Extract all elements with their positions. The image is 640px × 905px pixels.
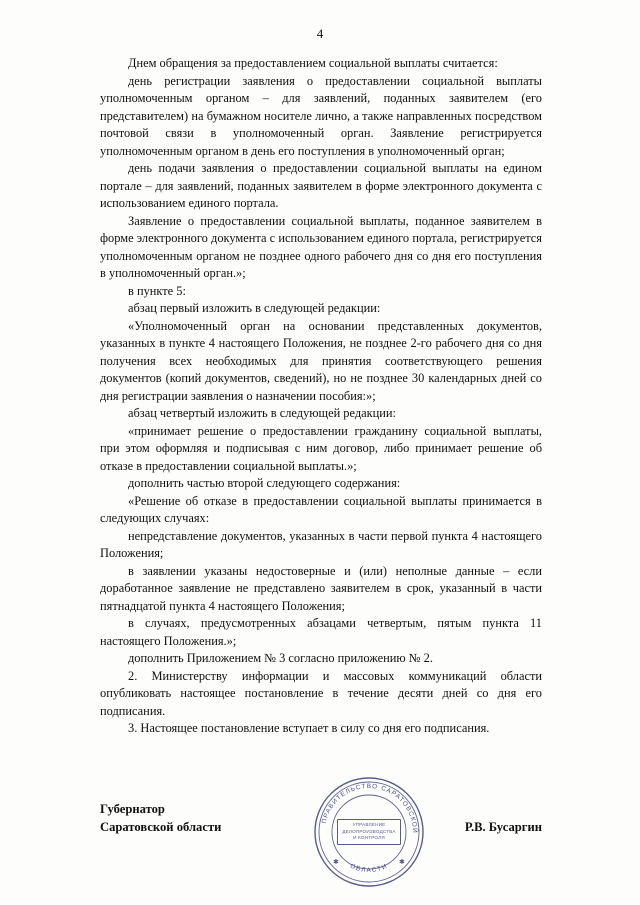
svg-text:✱: ✱: [333, 859, 339, 866]
paragraph: в пункте 5:: [128, 283, 186, 298]
signatory-title: [100, 800, 340, 836]
signatory-name: Р.В. Бусаргин: [464, 820, 542, 834]
paragraph: Заявление о предоставлении социальной выплаты, поданное заявителем в форме электронного документа с использованием единого портала, регистрируется уполномоченным органом не позднее одного рабочего дня со дня его поступления в уполномоченный орган.»;: [100, 213, 542, 280]
paragraph: «принимает решение о предоставлении гражданину социальной выплаты, при этом оформляя и подписывая с ним договор, либо принимает решение об отказе в предоставлении социальной выплаты.»;: [100, 423, 542, 473]
paragraph: в заявлении указаны недостоверные и (или) неполные данные – если доработанное заявление не представлено заявителем в срок, указанный в части пятнадцатой пункта 4 настоящего Положения;: [100, 563, 542, 613]
signatory-title-line2: Саратовской области: [100, 820, 222, 834]
document-body: [100, 55, 542, 738]
paragraph: 2. Министерству информации и массовых коммуникаций области опубликовать настоящее постановление в течение десяти дней со дня его подписания.: [100, 668, 542, 718]
svg-text:ОБЛАСТИ: ОБЛАСТИ: [348, 862, 390, 875]
paragraph: «Уполномоченный орган на основании представленных документов, указанных в пункте 4 настоящего Положения, не позднее 2-го рабочего дня со дня получения всех необходимых для принятия соответствующего решения документов (копий документов, сведений), но не позднее 30 календарных дней со дня регистрации заявления о назначении пособия:»;: [100, 318, 542, 403]
svg-text:✱: ✱: [399, 859, 405, 866]
paragraph: день подачи заявления о предоставлении социальной выплаты на едином портале – для заявлений, поданных заявителем в форме электронного документа с использованием единого портала.: [100, 161, 542, 210]
paragraph: непредставление документов, указанных в части первой пункта 4 настоящего Положения;: [100, 528, 542, 560]
paragraph: день регистрации заявления о предоставлении социальной выплаты уполномоченным органом – для заявлений, поданных заявителем (его представителем) на бумажном носителе лично, а также направленных посредством почтовой связи в уполномоченный орган. Заявление регистрируется уполномоченным органом в день его поступления в уполномоченный орган;: [100, 73, 542, 158]
paragraph: Днем обращения за предоставлением социальной выплаты считается:: [128, 56, 498, 70]
stamp-inner-line3: И КОНТРОЛЯ: [353, 835, 385, 841]
signatory-title-line1: Губернатор: [100, 802, 165, 816]
paragraph: в случаях, предусмотренных абзацами четвертым, пятым пункта 11 настоящего Положения.»;: [100, 616, 542, 648]
paragraph: абзац первый изложить в следующей редакции:: [128, 301, 381, 315]
paragraph: дополнить Приложением № 3 согласно приложению № 2.: [128, 651, 433, 665]
paragraph: 3. Настоящее постановление вступает в силу со дня его подписания.: [128, 721, 490, 735]
stamp-inner-line1: УПРАВЛЕНИЕ: [352, 822, 386, 828]
paragraph: дополнить частью второй следующего содержания:: [128, 476, 401, 490]
paragraph: «Решение об отказе в предоставлении социальной выплаты принимается в следующих случаях:: [100, 493, 542, 525]
stamp-inner-line2: ДЕЛОПРОИЗВОДСТВА: [342, 828, 396, 834]
svg-text:ПРАВИТЕЛЬСТВО САРАТОВСКОЙ: ПРАВИТЕЛЬСТВО САРАТОВСКОЙ: [320, 782, 419, 834]
paragraph: абзац четвертый изложить в следующей редакции:: [128, 406, 396, 420]
page-number: 4: [316, 26, 324, 41]
